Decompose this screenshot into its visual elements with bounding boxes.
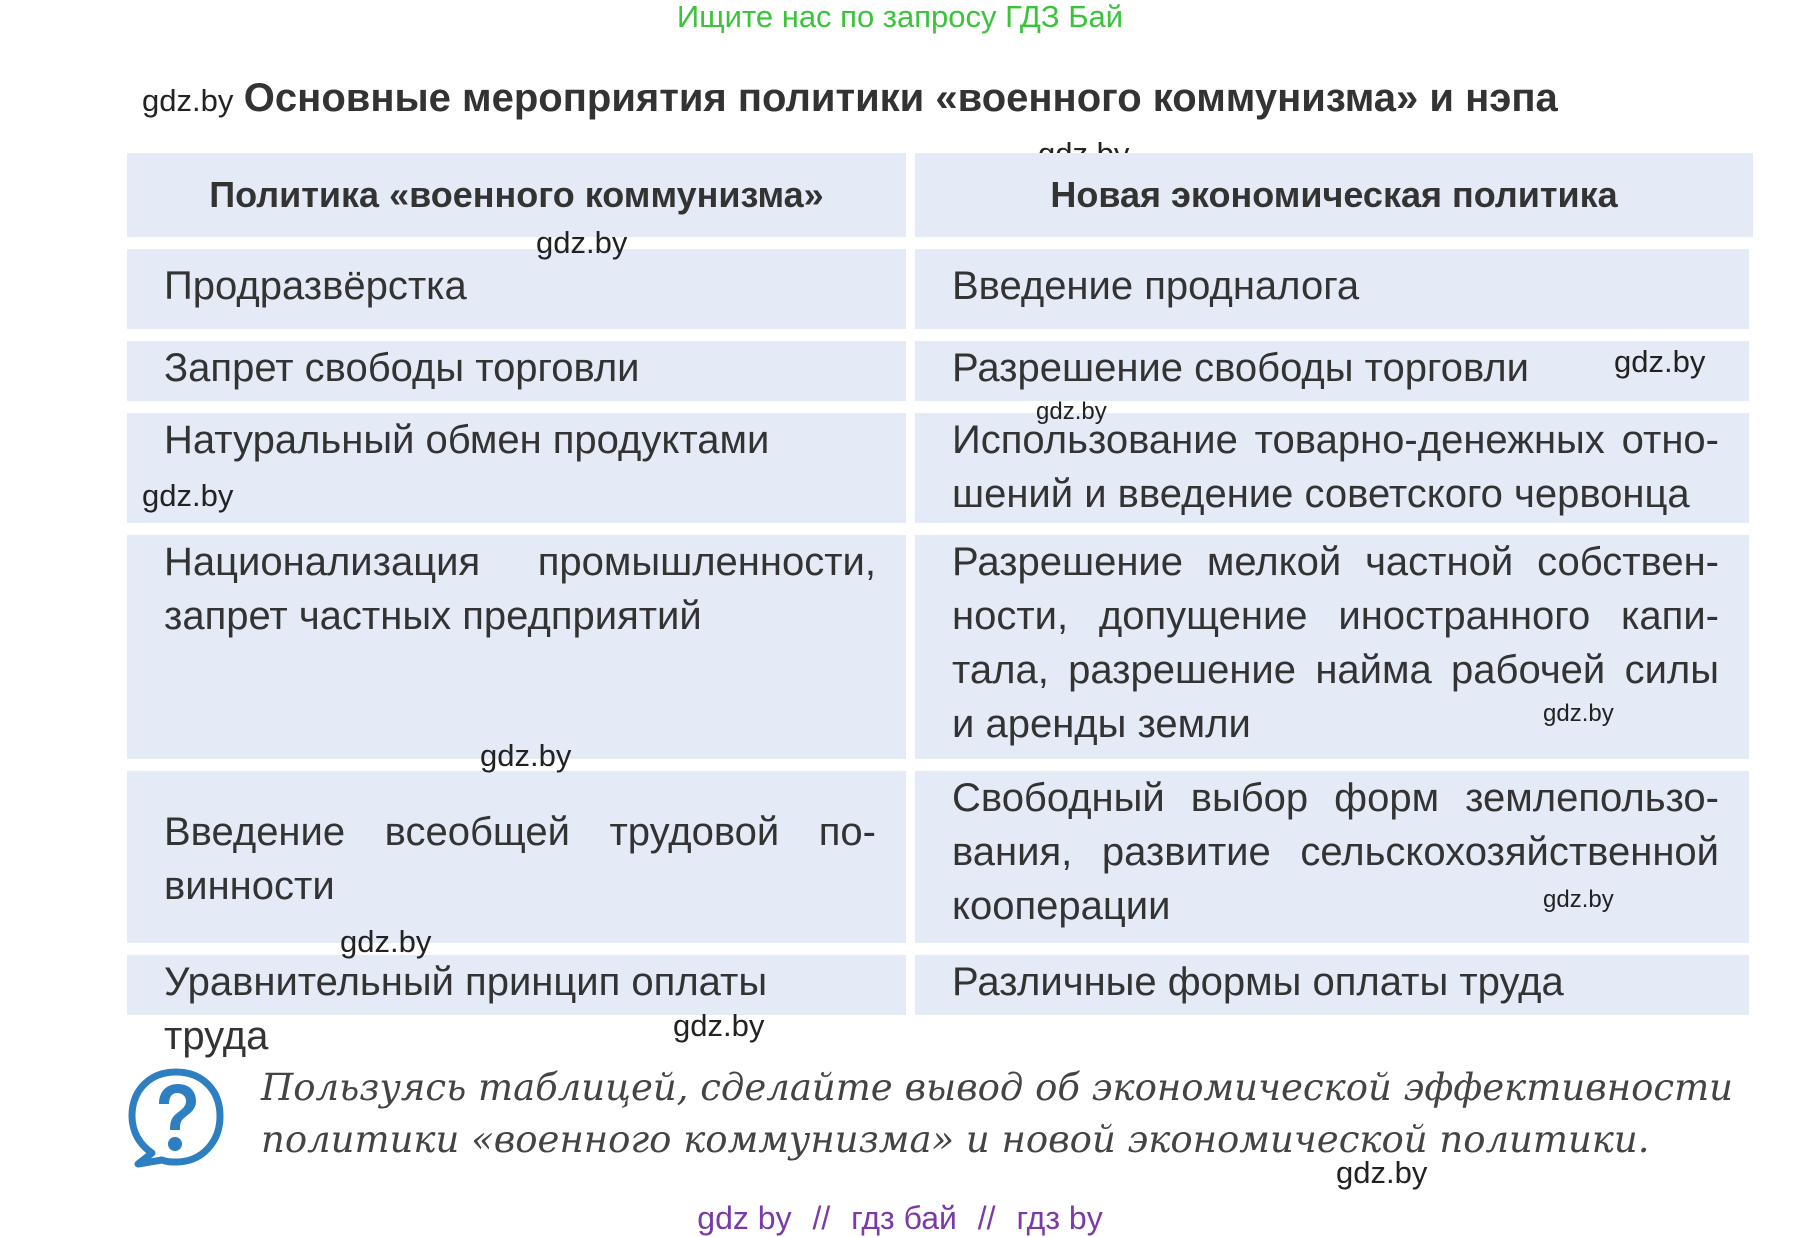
table-cell-right-5: Свободный выбор форм землепользо-вания, развитие сельскохозяйственной кооперации bbox=[915, 771, 1749, 943]
footer-links bbox=[0, 1200, 1800, 1237]
watermark: gdz.by bbox=[142, 83, 234, 118]
table-cell-left-4: Национализация промышленности, запрет частных предприятий bbox=[127, 535, 906, 759]
watermark: gdz.by bbox=[673, 1008, 765, 1043]
watermark: gdz.by bbox=[1614, 344, 1706, 379]
footer-separator: // bbox=[977, 1200, 996, 1236]
table-cell-left-5: Введение всеобщей трудовой по-винности bbox=[127, 771, 906, 943]
table-cell-left-1: Продразвёрстка bbox=[127, 249, 906, 329]
table-cell-left-3: Натуральный обмен продуктами bbox=[127, 413, 906, 523]
table-cell-right-6: Различные формы оплаты труда bbox=[915, 955, 1749, 1015]
table-cell-left-6: Уравнительный принцип оплаты труда bbox=[127, 955, 906, 1015]
table-header-right: Новая экономическая политика bbox=[915, 153, 1753, 237]
title-row bbox=[142, 76, 1558, 121]
table-cell-right-2: Разрешение свободы торговли bbox=[915, 341, 1749, 401]
watermark: gdz.by bbox=[1036, 398, 1107, 425]
question-text: Пользуясь таблицей, сделайте вывод об экономической эффективности политики «военного коммунизма» и новой экономической политики. bbox=[261, 1066, 1733, 1161]
table-header-left: Политика «военного коммунизма» bbox=[127, 153, 906, 237]
question-icon bbox=[124, 1066, 228, 1170]
watermark: gdz.by bbox=[536, 225, 628, 260]
table-cell-left-2: Запрет свободы торговли bbox=[127, 341, 906, 401]
footer-link[interactable]: гдз by bbox=[1016, 1200, 1103, 1236]
watermark: gdz.by bbox=[340, 924, 432, 959]
watermark: gdz.by bbox=[1543, 700, 1614, 727]
watermark: gdz.by bbox=[1336, 1155, 1428, 1190]
footer-separator: // bbox=[812, 1200, 831, 1236]
watermark: gdz.by bbox=[1543, 886, 1614, 913]
watermark: gdz.by bbox=[142, 478, 234, 513]
footer-link[interactable]: gdz by bbox=[697, 1200, 792, 1236]
footer-link[interactable]: гдз бай bbox=[851, 1200, 957, 1236]
top-banner: Ищите нас по запросу ГДЗ Бай bbox=[676, 0, 1124, 34]
page-title: Основные мероприятия политики «военного коммунизма» и нэпа bbox=[243, 76, 1558, 120]
table-cell-right-1: Введение продналога bbox=[915, 249, 1749, 329]
table-cell-right-4: Разрешение мелкой частной собствен-ности, допущение иностранного капи-тала, разрешение найма рабочей силы и аренды земли bbox=[915, 535, 1749, 759]
table-cell-right-3: Использование товарно-денежных отно-шений и введение советского червонца bbox=[915, 413, 1749, 523]
watermark: gdz.by bbox=[480, 738, 572, 773]
